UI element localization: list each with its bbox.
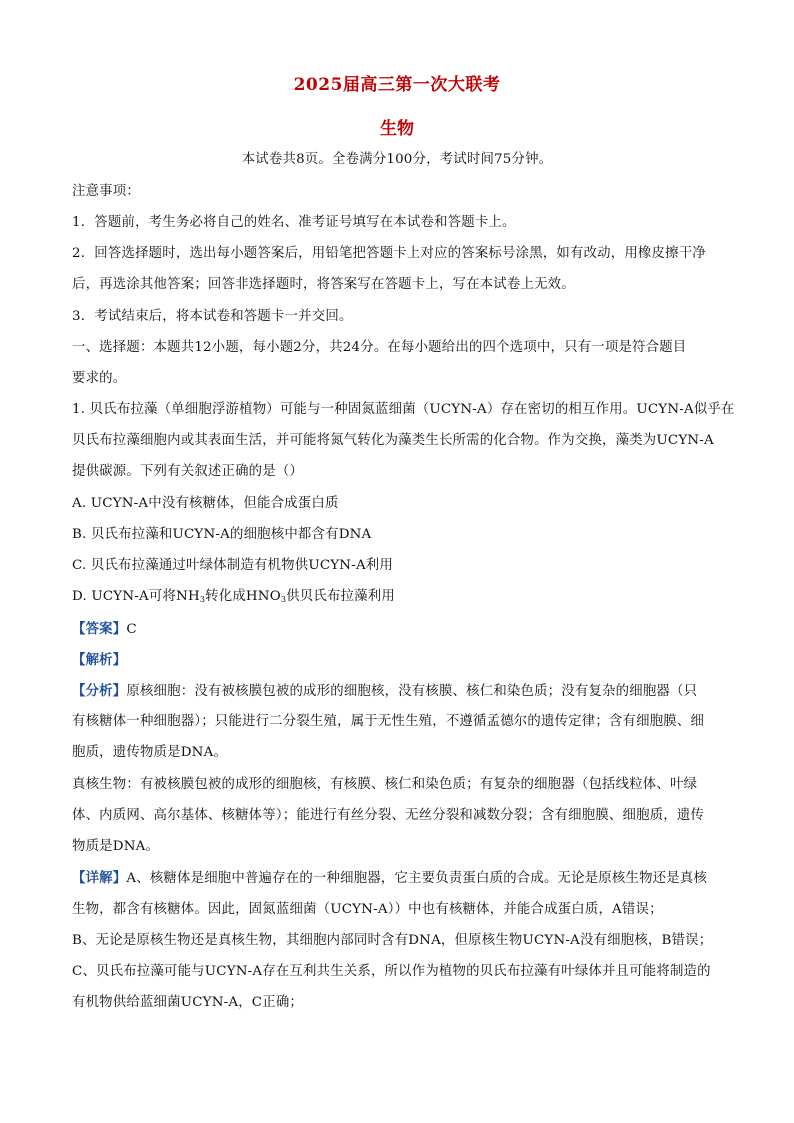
answer-line xyxy=(72,619,722,640)
analysis-line xyxy=(72,650,722,671)
fenxi-text-1: 原核细胞：没有被核膜包被的成形的细胞核，没有核膜、核仁和染色质；没有复杂的细胞器（只 xyxy=(126,684,698,699)
xiangjie-line-1 xyxy=(72,868,722,889)
option-a: A. UCYN-A中没有核糖体，但能合成蛋白质 xyxy=(72,496,339,511)
xiangjie-option-b: B、无论是原核生物还是真核生物，其细胞内部同时含有DNA，但原核生物UCYN-A没有细胞核，B错误； xyxy=(72,933,713,948)
option-d-suffix: 供贝氏布拉藻利用 xyxy=(286,589,395,604)
fenxi-tag: 【分析】 xyxy=(72,683,127,699)
analysis-tag: 【解析】 xyxy=(72,652,127,668)
xiangjie-line-2: 生物，都含有核糖体。因此，固氮蓝细菌（UCYN-A））中也有核糖体，并能合成蛋白质，A错误； xyxy=(72,902,663,917)
note-item-3: 3．考试结束后，将本试卷和答题卡一并交回。 xyxy=(72,309,353,324)
option-d xyxy=(72,587,722,610)
eukaryote-line-1: 真核生物：有被核膜包被的成形的细胞核，有核膜、核仁和染色质；有复杂的细胞器（包括线粒体、叶绿 xyxy=(72,777,698,792)
xiangjie-option-c-line-2: 有机物供给蓝细菌UCYN-A，C正确； xyxy=(72,995,304,1010)
fenxi-line-2: 有核糖体一种细胞器）；只能进行二分裂生殖，属于无性生殖，不遵循孟德尔的遗传定律；含有细胞膜、细 xyxy=(72,714,705,729)
section-heading-line-2: 要求的。 xyxy=(72,371,127,386)
question-stem-line-2: 贝氏布拉藻细胞内或其表面生活，并可能将氮气转化为藻类生长所需的化合物。作为交换，藻类为UCYN-A xyxy=(72,433,714,448)
note-item-2-line-1: 2．回答选择题时，选出每小题答案后，用铅笔把答题卡上对应的答案标号涂黑，如有改动，用橡皮擦干净 xyxy=(72,246,706,261)
notes-heading: 注意事项： xyxy=(72,184,140,199)
fenxi-line-1 xyxy=(72,681,722,702)
note-item-2-line-2: 后，再选涂其他答案；回答非选择题时，将答案写在答题卡上，写在本试卷上无效。 xyxy=(72,277,575,292)
eukaryote-line-2: 体、内质网、高尔基体、核糖体等）；能进行有丝分裂、无丝分裂和减数分裂；含有细胞膜、细胞质，遗传 xyxy=(72,808,705,823)
answer-tag: 【答案】 xyxy=(72,621,127,637)
exam-info: 本试卷共8页。全卷满分100分，考试时间75分钟。 xyxy=(241,152,553,167)
note-item-1: 1．答题前，考生务必将自己的姓名、准考证号填写在本试卷和答题卡上。 xyxy=(72,215,516,230)
exam-title: 2025届高三第一次大联考 xyxy=(293,75,501,95)
question-stem-line-1: 1. 贝氏布拉藻（单细胞浮游植物）可能与一种固氮蓝细菌（UCYN-A）存在密切的相互作用。UCYN-A似乎在 xyxy=(72,402,735,417)
xiangjie-tag: 【详解】 xyxy=(72,870,127,886)
subject-title: 生物 xyxy=(380,119,414,139)
section-heading-line-1: 一、选择题：本题共12小题，每小题2分，共24分。在每小题给出的四个选项中，只有一项是符合题目 xyxy=(72,340,687,355)
option-d-subscript-1: 3 xyxy=(199,595,206,604)
option-d-prefix: D. UCYN-A可将NH xyxy=(72,589,200,604)
answer-value: C xyxy=(126,622,137,637)
question-stem-line-3: 提供碳源。下列有关叙述正确的是（） xyxy=(72,464,304,479)
option-c: C. 贝氏布拉藻通过叶绿体制造有机物供UCYN-A利用 xyxy=(72,558,393,573)
xiangjie-text-1: A、核糖体是细胞中普遍存在的一种细胞器，它主要负责蛋白质的合成。无论是原核生物还是真核 xyxy=(126,871,708,886)
eukaryote-line-3: 物质是DNA。 xyxy=(72,839,160,854)
option-b: B. 贝氏布拉藻和UCYN-A的细胞核中都含有DNA xyxy=(72,527,372,542)
option-d-middle: 转化成HNO xyxy=(205,589,281,604)
fenxi-line-3: 胞质，遗传物质是DNA。 xyxy=(72,745,228,760)
xiangjie-option-c-line-1: C、贝氏布拉藻可能与UCYN-A存在互利共生关系，所以作为植物的贝氏布拉藻有叶绿体并且可能将制造的 xyxy=(72,964,711,979)
option-d-subscript-2: 3 xyxy=(280,595,287,604)
